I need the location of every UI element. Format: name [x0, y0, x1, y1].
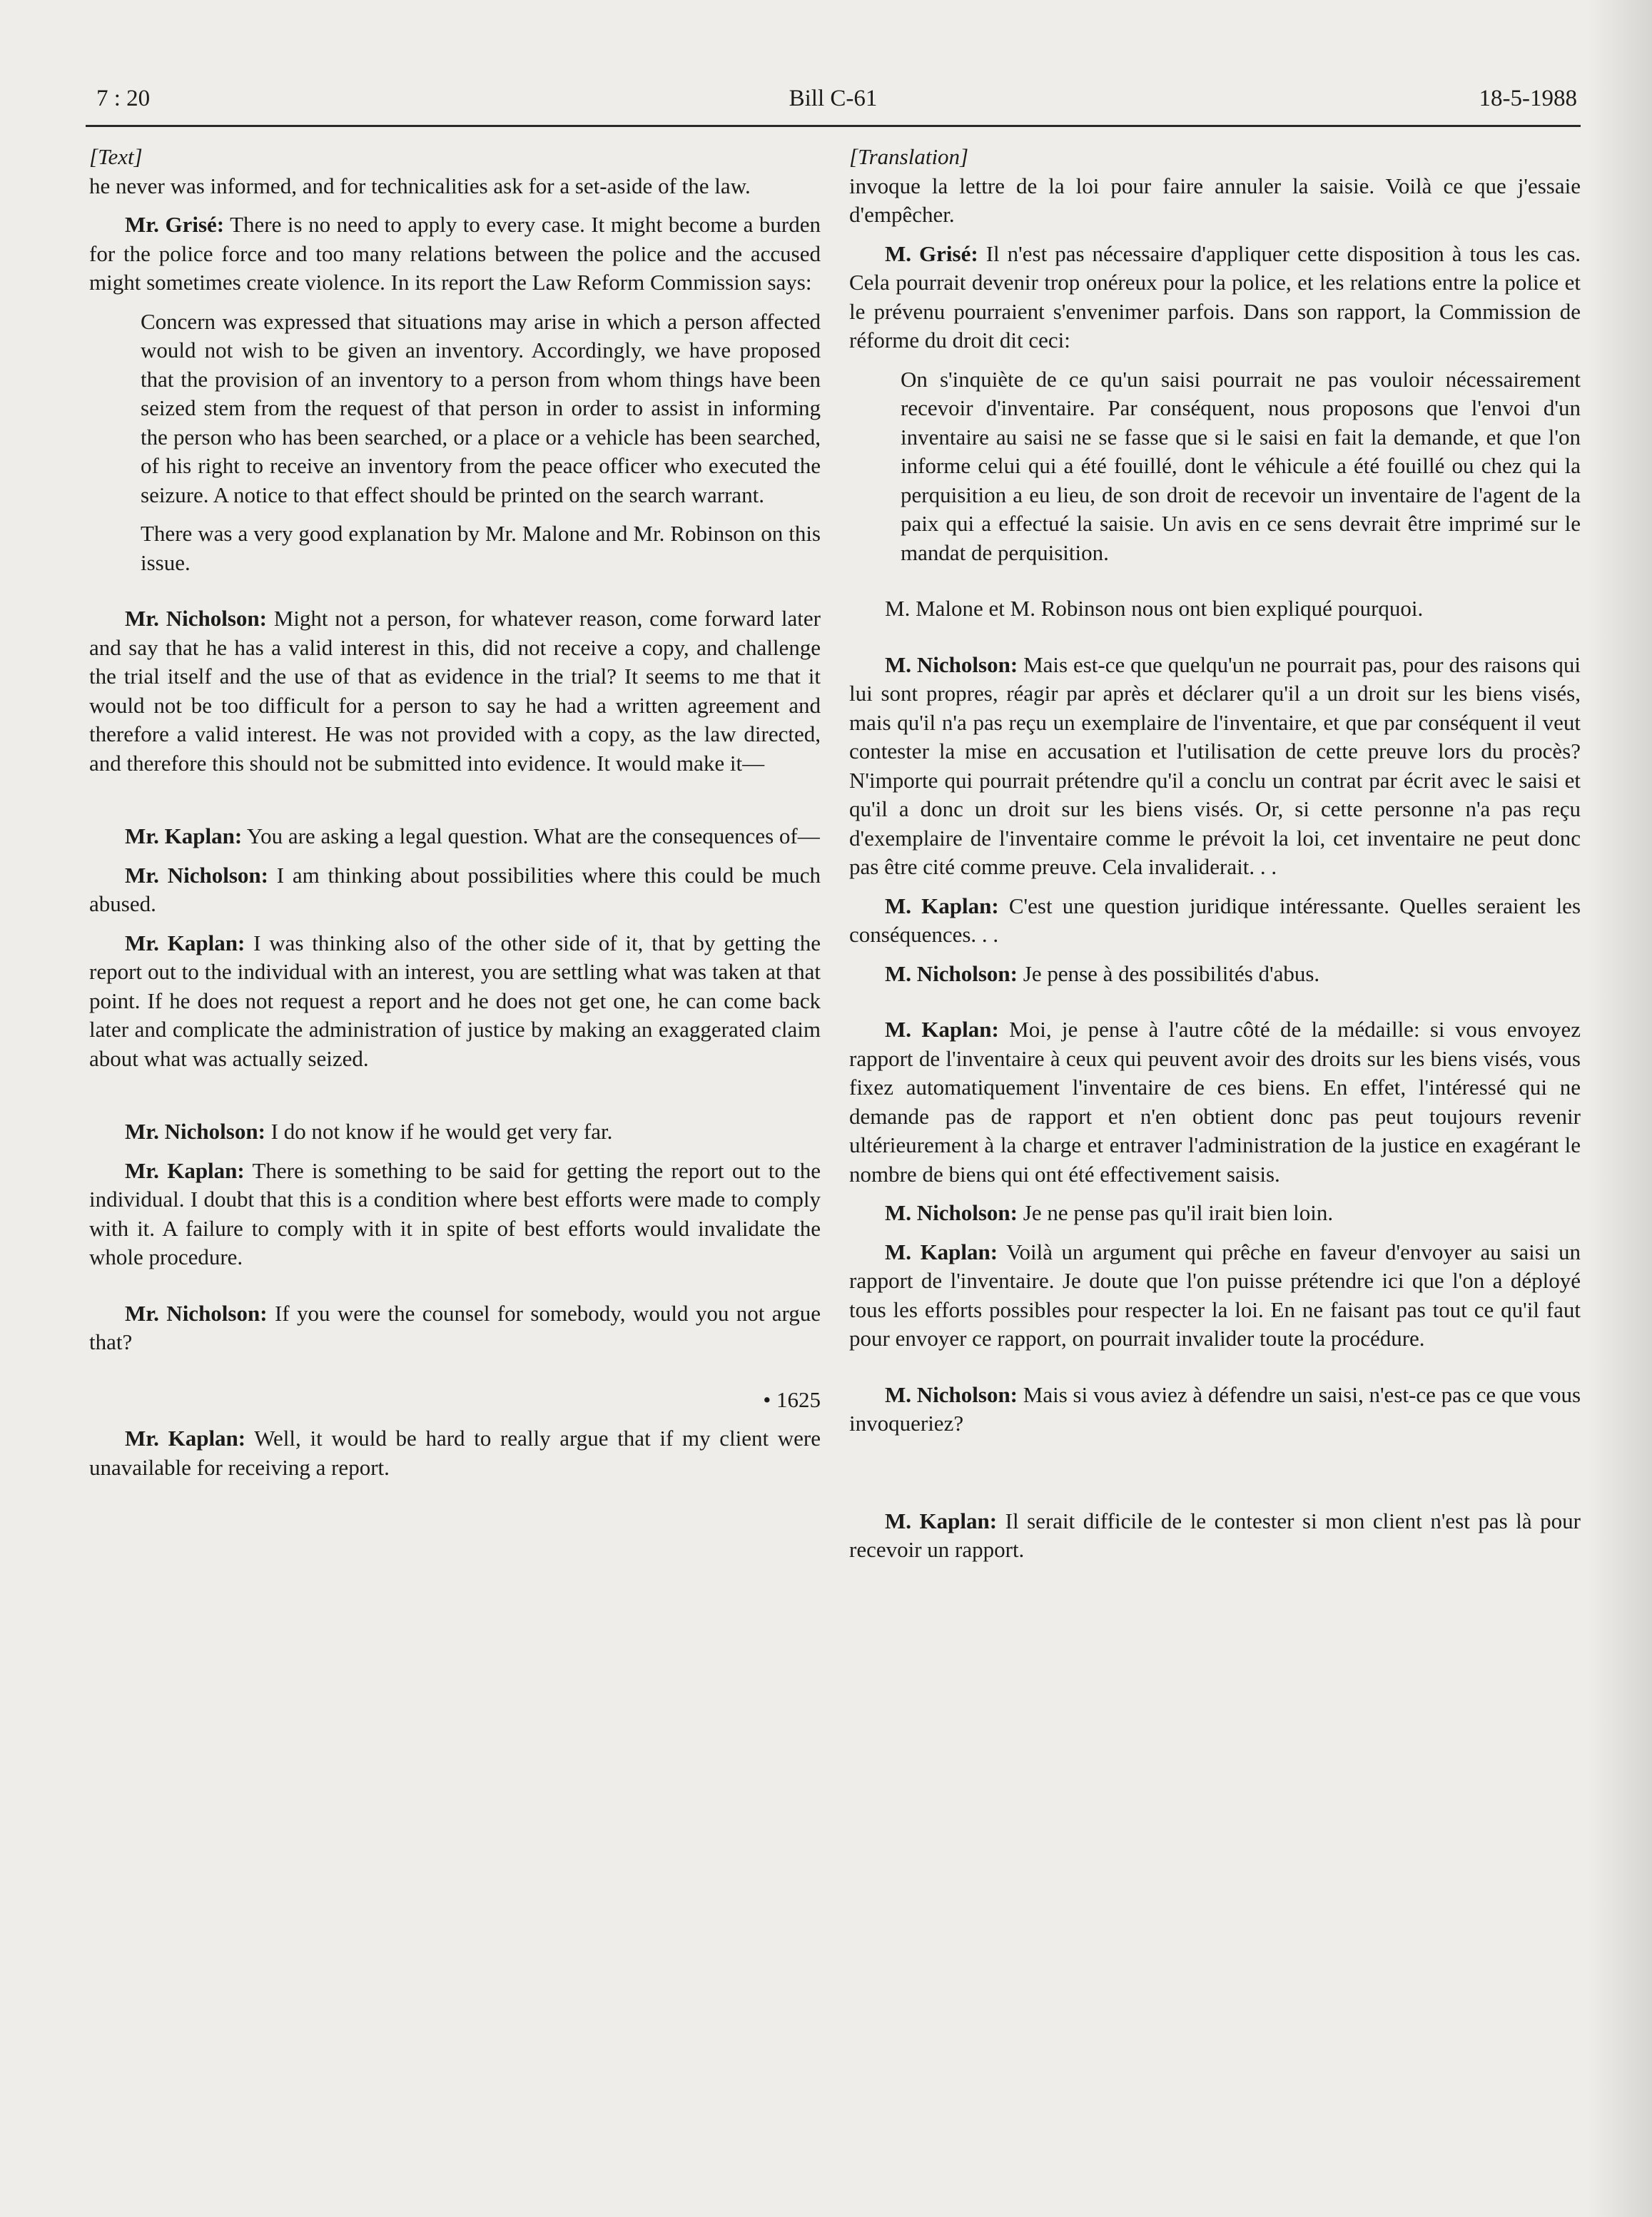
page-number: 7 : 20 — [96, 86, 151, 111]
speaker: M. Nicholson: — [885, 960, 1018, 986]
english-column — [89, 143, 821, 1482]
speaker: M. Kaplan: — [885, 1017, 999, 1042]
speaker: M. Kaplan: — [885, 1239, 998, 1264]
paragraph: he never was informed, and for technicalities ask for a set-aside of the law. — [89, 173, 751, 198]
speaker: Mr. Nicholson: — [125, 862, 268, 888]
speaker: Mr. Kaplan: — [125, 1157, 245, 1183]
page-header — [89, 86, 1577, 128]
speaker: Mr. Kaplan: — [125, 1426, 246, 1451]
paragraph: There was a very good explanation by Mr. Malone and Mr. Robinson on this issue. — [141, 521, 821, 575]
speaker: Mr. Nicholson: — [125, 1119, 265, 1144]
paragraph: Mr. Nicholson: If you were the counsel for somebody, would you not argue that? — [89, 1300, 821, 1354]
paragraph: Mr. Nicholson: I am thinking about possibilities where this could be much abused. — [89, 862, 821, 916]
paragraph: Mr. Kaplan: Well, it would be hard to really argue that if my client were unavailable for receiving a report. — [89, 1426, 821, 1480]
paragraph: Mr. Grisé: There is no need to apply to every case. It might become a burden for the police force and too many relations between the police and the accused might sometimes create violence. In its report the Law Reform Commission says: — [89, 212, 821, 295]
speaker: M. Nicholson: — [885, 651, 1018, 677]
paragraph: Mr. Kaplan: I was thinking also of the other side of it, that by getting the report out to the individual with an interest, you are settling what was taken at that point. If he does not request a report and he does not get one, he can come back later and complicate the administration of justice by making an exaggerated claim about what was actually seized. — [89, 930, 821, 1071]
french-column — [849, 143, 1581, 1565]
page-edge-shadow — [1588, 0, 1652, 2217]
paragraph: M. Nicholson: Mais est-ce que quelqu'un ne pourrait pas, pour des raisons qui lui sont propres, réagir par après et déclarer qu'il a un droit sur les biens visés, mais qu'il n'a pas reçu un exemplaire de l'inventaire, et que par conséquent il veut contester la mise en accusation et l'utilisation de cette preuve lors du procès? N'importe qui pourrait prétendre qu'il a conclu un contrat par écrit avec le saisi et qu'il a donc un droit sur les biens visés. Or, si cette personne n'a pas reçu d'exemplaire de l'inventaire comme le prévoit la loi, cet inventaire ne peut donc pas être cité comme preuve. Cela invaliderait. . . — [849, 651, 1581, 879]
paragraph: Mr. Nicholson: I do not know if he would get very far. — [125, 1119, 613, 1144]
header-rule — [86, 125, 1581, 127]
paragraph: Mr. Kaplan: You are asking a legal question. What are the consequences of— — [125, 823, 820, 848]
paragraph: M. Kaplan: Il serait difficile de le contester si mon client n'est pas là pour recevoir un rapport. — [849, 1508, 1581, 1562]
speaker: Mr. Grisé: — [125, 212, 225, 237]
paragraph: M. Kaplan: C'est une question juridique intéressante. Quelles seraient les conséquences. . . — [849, 893, 1581, 947]
paragraph: invoque la lettre de la loi pour faire annuler la saisie. Voilà ce que j'essaie d'empêcher. — [849, 173, 1581, 227]
speaker: M. Grisé: — [885, 240, 978, 266]
paragraph: Mr. Kaplan: There is something to be said for getting the report out to the individual. I doubt that this is a condition where best efforts were made to comply with it. A failure to comply with it in spite of best efforts would invalidate the whole procedure. — [89, 1157, 821, 1269]
time-stamp: • 1625 — [763, 1386, 821, 1412]
quotation: On s'inquiète de ce qu'un saisi pourrait ne pas vouloir nécessairement recevoir d'inventaire. Par conséquent, nous proposons que l'envoi d'un inventaire au saisi ne se fasse que si le saisi en fait la demande, et que l'on informe celui qui a été fouillé, dont le véhicule a été fouillé ou chez qui la perquisition a eu lieu, de son droit de recevoir un inventaire de l'agent de la paix qui a effectué la saisie. Un avis en ce sens devrait être imprimé sur le mandat de perquisition. — [901, 366, 1581, 565]
speaker: Mr. Nicholson: — [125, 606, 267, 631]
paragraph: Mr. Nicholson: Might not a person, for whatever reason, come forward later and say that he has a valid interest in this, did not receive a copy, and challenge the trial itself and the use of that as evidence in the trial? It seems to me that it would not be too difficult for a person to say he had a written agreement and therefore a valid interest. He was not provided with a copy, as the law directed, and therefore this should not be submitted into evidence. It would make it— — [89, 606, 821, 776]
bill-title: Bill C-61 — [789, 86, 878, 111]
speaker: Mr. Nicholson: — [125, 1300, 268, 1326]
paragraph: M. Nicholson: Je ne pense pas qu'il irait bien loin. — [885, 1200, 1334, 1225]
paragraph: M. Nicholson: Mais si vous aviez à défendre un saisi, n'est-ce pas ce que vous invoqueriez? — [849, 1381, 1581, 1436]
column-tag: [Text] — [89, 144, 143, 169]
quotation: Concern was expressed that situations may arise in which a person affected would not wish to be given an inventory. Accordingly, we have proposed that the provision of an inventory to a person from whom things have been seized stem from the request of that person in order to assist in informing the person who has been searched, or a place or a vehicle has been searched, of his right to receive an inventory from the peace officer who executed the seizure. A notice to that effect should be printed on the search warrant. — [141, 308, 821, 507]
speaker: Mr. Kaplan: — [125, 930, 245, 955]
speaker: M. Kaplan: — [885, 893, 999, 918]
paragraph: M. Grisé: Il n'est pas nécessaire d'appliquer cette disposition à tous les cas. Cela pourrait devenir trop onéreux pour la police, et les relations entre la police et le prévenu pourraient s'envenimer parfois. Dans son rapport, la Commission de réforme du droit dit ceci: — [849, 240, 1581, 352]
speaker: Mr. Kaplan: — [125, 823, 243, 848]
paragraph: M. Nicholson: Je pense à des possibilités d'abus. — [885, 960, 1320, 986]
speaker: M. Nicholson: — [885, 1200, 1018, 1225]
paragraph: M. Kaplan: Voilà un argument qui prêche en faveur d'envoyer au saisi un rapport de l'inventaire. Je doute que l'on puisse prétendre ici que l'on a déployé tous les efforts possibles pour respecter la loi. En ne faisant pas tout ce qu'il faut pour envoyer ce rapport, on pourrait invalider toute la procédure. — [849, 1239, 1581, 1351]
date: 18-5-1988 — [1479, 86, 1577, 111]
speaker: M. Nicholson: — [885, 1381, 1018, 1407]
paragraph: M. Malone et M. Robinson nous ont bien expliqué pourquoi. — [885, 596, 1424, 621]
paragraph: M. Kaplan: Moi, je pense à l'autre côté de la médaille: si vous envoyez rapport de l'inventaire à ceux qui peuvent avoir des droits sur les biens visés, vous fixez automatiquement l'inventaire de ces biens. En effet, l'intéressé qui ne demande pas de rapport et n'en obtient donc pas peut toujours revenir ultérieurement à la charge et entraver l'administration de la justice en exagérant le nombre de biens qui ont été effectivement saisis. — [849, 1017, 1581, 1187]
column-tag: [Translation] — [849, 144, 969, 169]
speaker: M. Kaplan: — [885, 1508, 998, 1533]
